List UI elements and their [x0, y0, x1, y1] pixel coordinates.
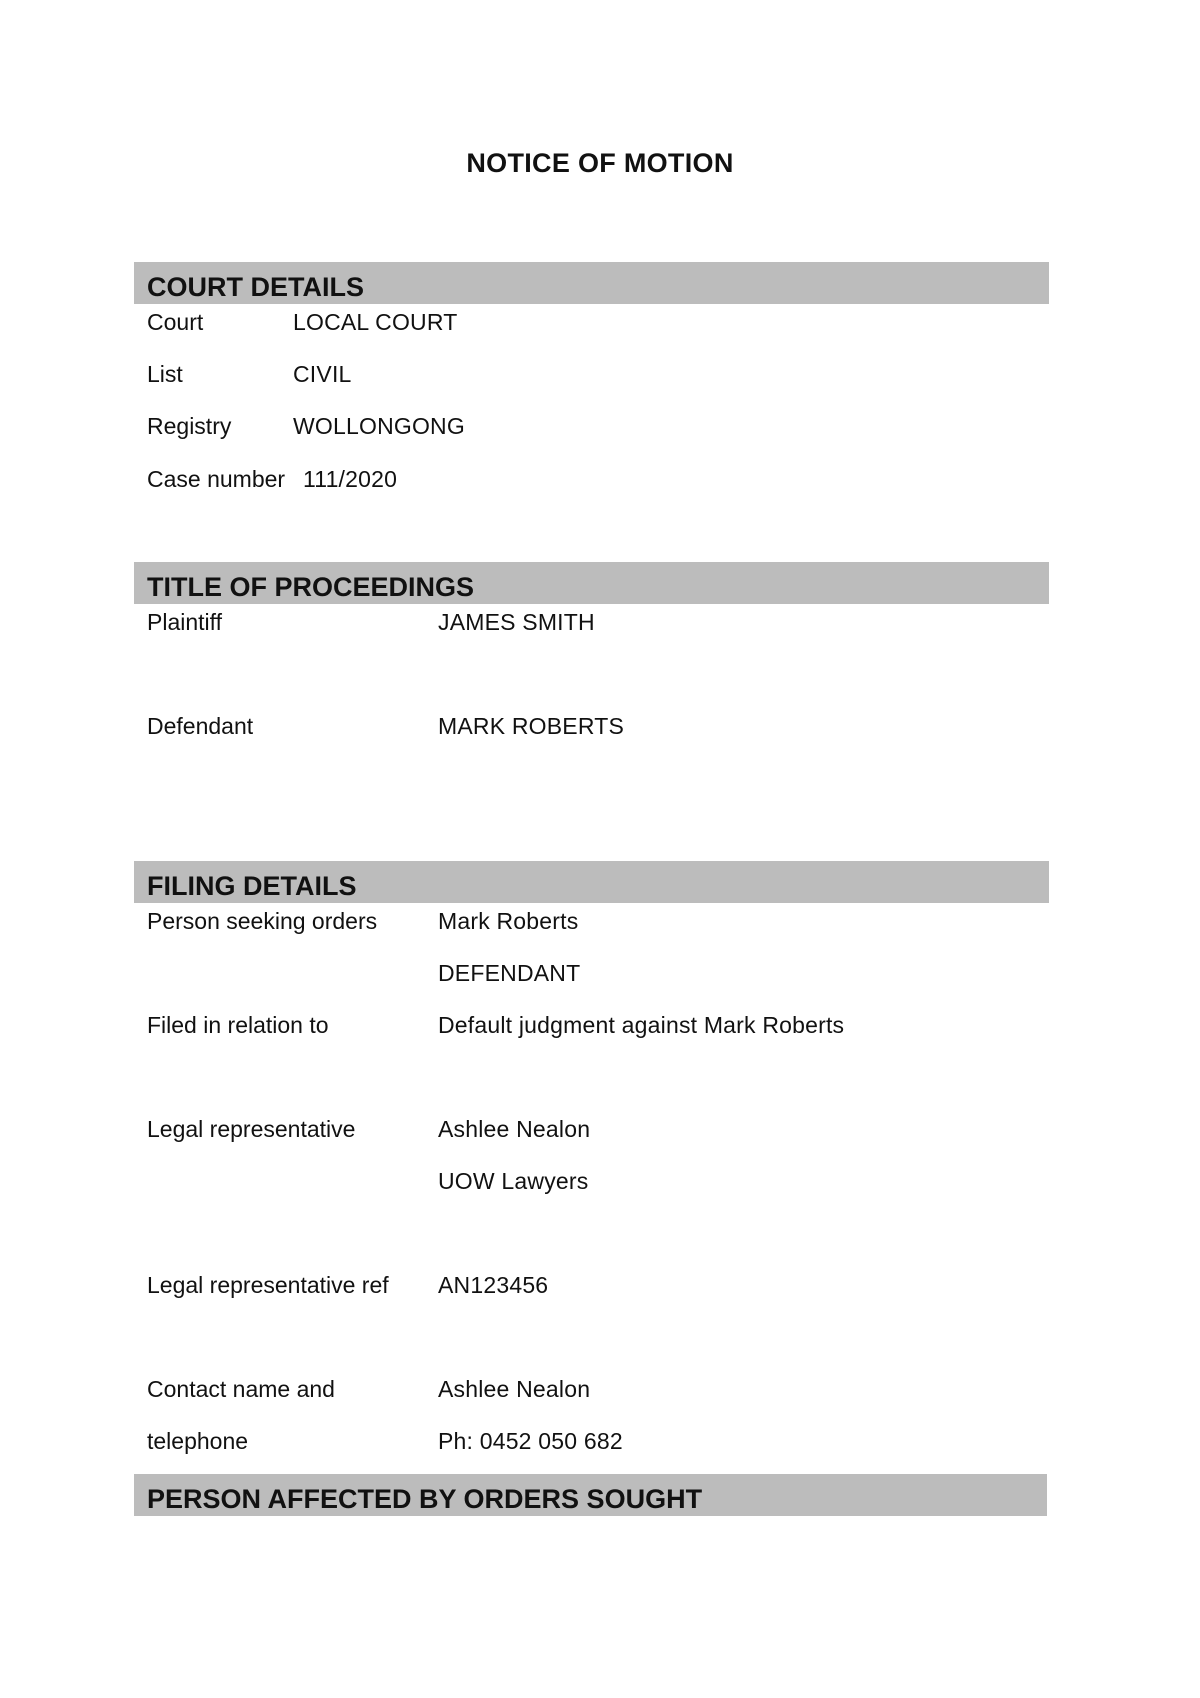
- list-value: CIVIL: [293, 361, 352, 387]
- section-heading: COURT DETAILS: [147, 272, 364, 302]
- legal-representative-firm: UOW Lawyers: [438, 1168, 589, 1194]
- filed-in-relation-to-value: Default judgment against Mark Roberts: [438, 1012, 845, 1038]
- legal-representative-ref-label: Legal representative ref: [147, 1272, 389, 1298]
- case-number-label: Case number: [147, 466, 286, 492]
- document-title: NOTICE OF MOTION: [466, 148, 734, 178]
- legal-representative-ref-value: AN123456: [438, 1272, 549, 1298]
- legal-representative-label: Legal representative: [147, 1116, 356, 1142]
- defendant-label: Defendant: [147, 713, 254, 739]
- contact-telephone-label: telephone: [147, 1428, 249, 1454]
- section-header-court-details: [134, 262, 1049, 304]
- section-heading: TITLE OF PROCEEDINGS: [147, 572, 475, 602]
- person-seeking-orders-role: DEFENDANT: [438, 960, 581, 986]
- list-label: List: [147, 361, 183, 387]
- person-seeking-orders-value: Mark Roberts: [438, 908, 579, 934]
- contact-name-value: Ashlee Nealon: [438, 1376, 591, 1402]
- contact-telephone-value: Ph: 0452 050 682: [438, 1428, 623, 1454]
- section-header-filing-details: [134, 861, 1049, 903]
- section-header-title-of-proceedings: [134, 562, 1049, 604]
- person-seeking-orders-label: Person seeking orders: [147, 908, 378, 934]
- registry-label: Registry: [147, 413, 232, 439]
- legal-representative-value: Ashlee Nealon: [438, 1116, 591, 1142]
- plaintiff-value: JAMES SMITH: [438, 609, 595, 635]
- defendant-value: MARK ROBERTS: [438, 713, 625, 739]
- section-heading: FILING DETAILS: [147, 871, 357, 901]
- court-value: LOCAL COURT: [293, 309, 458, 335]
- filed-in-relation-to-label: Filed in relation to: [147, 1012, 329, 1038]
- registry-value: WOLLONGONG: [293, 413, 465, 439]
- case-number-value: 111/2020: [303, 466, 398, 492]
- section-header-person-affected: [134, 1474, 1047, 1516]
- section-heading: PERSON AFFECTED BY ORDERS SOUGHT: [147, 1484, 703, 1514]
- contact-name-label: Contact name and: [147, 1376, 335, 1402]
- plaintiff-label: Plaintiff: [147, 609, 223, 635]
- court-label: Court: [147, 309, 204, 335]
